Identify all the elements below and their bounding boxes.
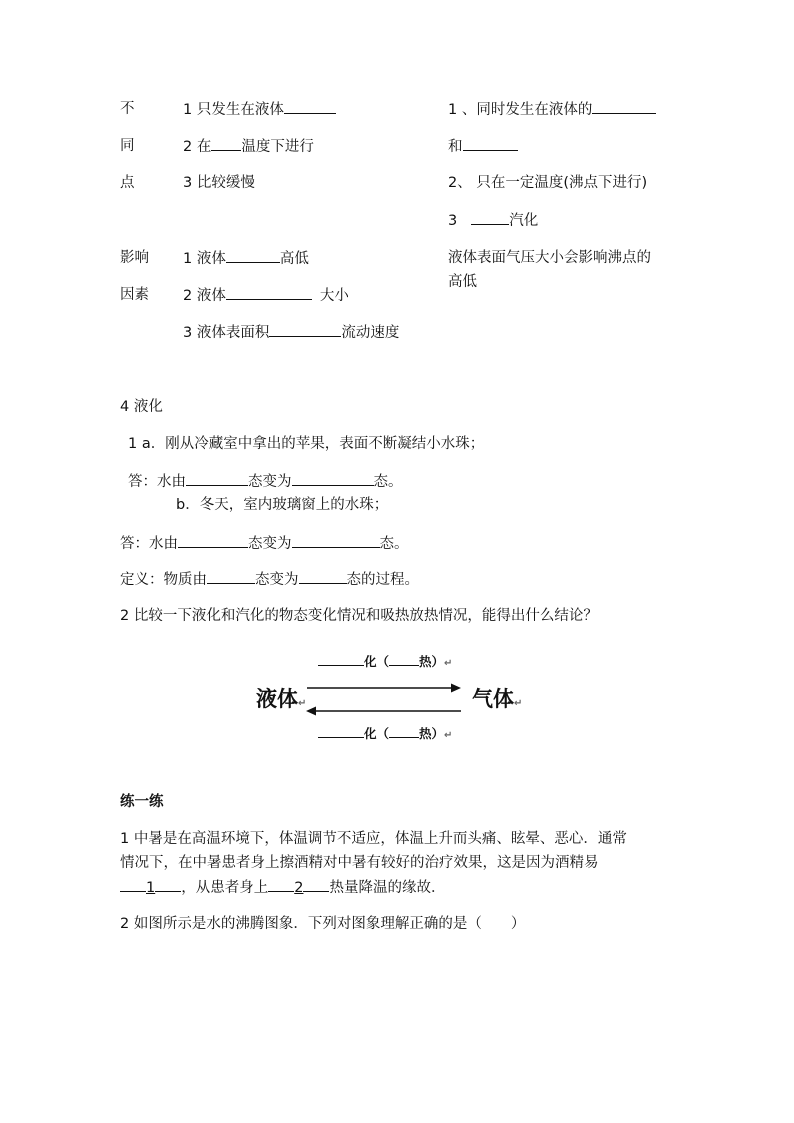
- blank: [292, 471, 374, 486]
- practice-heading: 练一练: [120, 794, 164, 810]
- practice-q1-line2: 情况下，在中暑患者身上擦酒精对中暑有较好的治疗效果，这是因为酒精易: [120, 855, 599, 871]
- return-mark: ↵: [514, 698, 523, 709]
- evap-point-2-pre: 2 在: [183, 139, 212, 155]
- blank: [389, 653, 419, 666]
- boil-point-1-text: 1 、同时发生在液体的: [448, 102, 593, 118]
- blank: [155, 877, 181, 892]
- evap-point-1: [183, 99, 336, 120]
- blank: [303, 877, 329, 892]
- answer-1b-post: 态。: [379, 536, 409, 552]
- boil-point-1b-text: 和: [448, 139, 463, 155]
- definition-mid: 态变为: [255, 572, 299, 588]
- blank: [178, 533, 248, 548]
- boil-factor-line-2: 高低: [448, 274, 477, 290]
- factor-3: [183, 322, 399, 343]
- definition: [120, 569, 419, 590]
- return-mark: ↵: [444, 730, 453, 741]
- row-label-tong: 同: [120, 138, 135, 154]
- boil-point-2: 2、 只在一定温度(沸点下进行): [448, 175, 648, 191]
- evap-point-3: 3 比较缓慢: [183, 175, 255, 191]
- blank: [463, 136, 518, 151]
- factor-1-pre: 1 液体: [183, 251, 226, 267]
- blank: [120, 877, 146, 892]
- liquefaction-heading: 4 液化: [120, 399, 163, 415]
- blank: [318, 725, 364, 738]
- blank: [292, 533, 380, 548]
- blank: [226, 285, 312, 300]
- row-label-dian: 点: [120, 175, 135, 191]
- factor-1-post: 高低: [279, 251, 309, 267]
- blank: [268, 877, 294, 892]
- answer-1b-pre: 答：水由: [120, 536, 178, 552]
- arrows: [303, 680, 467, 720]
- question-1b: b．冬天，室内玻璃窗上的水珠；: [176, 497, 389, 513]
- arrow-left-head: [306, 707, 316, 716]
- re-label: 热）: [419, 654, 445, 669]
- answer-1a-pre: 答：水由: [128, 474, 186, 490]
- answer-1b: [120, 533, 409, 554]
- blank: [389, 725, 419, 738]
- gas-label: [472, 685, 522, 718]
- blank: [211, 136, 241, 151]
- top-arrow-label: [318, 652, 452, 674]
- blank-1-number: 1: [146, 880, 156, 896]
- practice-q1-line3: [120, 877, 445, 898]
- blank-2-number: 2: [294, 880, 304, 896]
- practice-q1-post: 热量降温的缘故．: [329, 880, 446, 896]
- question-2: 2 比较一下液化和汽化的物态变化情况和吸热放热情况，能得出什么结论？: [120, 608, 598, 624]
- answer-1a-mid: 态变为: [248, 474, 292, 490]
- boil-point-1b: [448, 136, 518, 157]
- factor-2: [183, 285, 349, 306]
- evap-point-2: [183, 136, 314, 157]
- factor-2-pre: 2 液体: [183, 288, 226, 304]
- definition-pre: 定义：物质由: [120, 572, 207, 588]
- blank: [207, 569, 255, 584]
- evap-point-1-text: 1 只发生在液体: [183, 102, 284, 118]
- factor-1: [183, 248, 309, 269]
- boil-point-1: [448, 99, 656, 120]
- blank: [471, 210, 509, 225]
- blank: [318, 653, 364, 666]
- factor-2-post: 大小: [319, 288, 349, 304]
- evap-point-2-post: 温度下进行: [241, 139, 314, 155]
- factor-label-2: 因素: [120, 287, 149, 303]
- answer-1a-post: 态。: [373, 474, 403, 490]
- boil-point-3-pre: 3: [448, 213, 458, 229]
- boil-point-3: [448, 210, 538, 231]
- liquid-label: [256, 685, 306, 718]
- factor-3-pre: 3 液体表面积: [183, 325, 270, 341]
- practice-q2: 2 如图所示是水的沸腾图象．下列对图象理解正确的是（ ）: [120, 916, 526, 932]
- re-label: 热）: [419, 726, 445, 741]
- blank: [226, 248, 280, 263]
- question-1a: 1 a．刚从冷藏室中拿出的苹果，表面不断凝结小水珠；: [128, 436, 485, 452]
- gas-text: 气体: [472, 687, 514, 711]
- factor-label-1: 影响: [120, 250, 149, 266]
- answer-1a: [128, 471, 403, 492]
- blank: [186, 471, 248, 486]
- paren-open: （: [376, 726, 390, 741]
- boil-factor-line-1: 液体表面气压大小会影响沸点的: [448, 250, 651, 266]
- blank: [284, 99, 336, 114]
- liquid-text: 液体: [256, 687, 298, 711]
- practice-q1-line1: 1 中暑是在高温环境下，体温调节不适应，体温上升而头痛、眩晕、恶心．通常: [120, 831, 627, 847]
- blank: [299, 569, 347, 584]
- definition-post: 态的过程。: [346, 572, 419, 588]
- arrow-right-head: [451, 684, 461, 693]
- return-mark: ↵: [444, 658, 453, 669]
- factor-3-post: 流动速度: [341, 325, 400, 341]
- blank: [269, 322, 341, 337]
- paren-open: （: [376, 654, 390, 669]
- answer-1b-mid: 态变为: [248, 536, 292, 552]
- hua-label: 化: [364, 654, 377, 669]
- practice-q1-mid: ，从患者身上: [181, 880, 269, 896]
- row-label-bu: 不: [120, 101, 135, 117]
- blank: [592, 99, 656, 114]
- return-mark: ↵: [298, 698, 307, 709]
- hua-label: 化: [364, 726, 377, 741]
- boil-point-3-post: 汽化: [509, 213, 539, 229]
- bottom-arrow-label: [318, 724, 452, 746]
